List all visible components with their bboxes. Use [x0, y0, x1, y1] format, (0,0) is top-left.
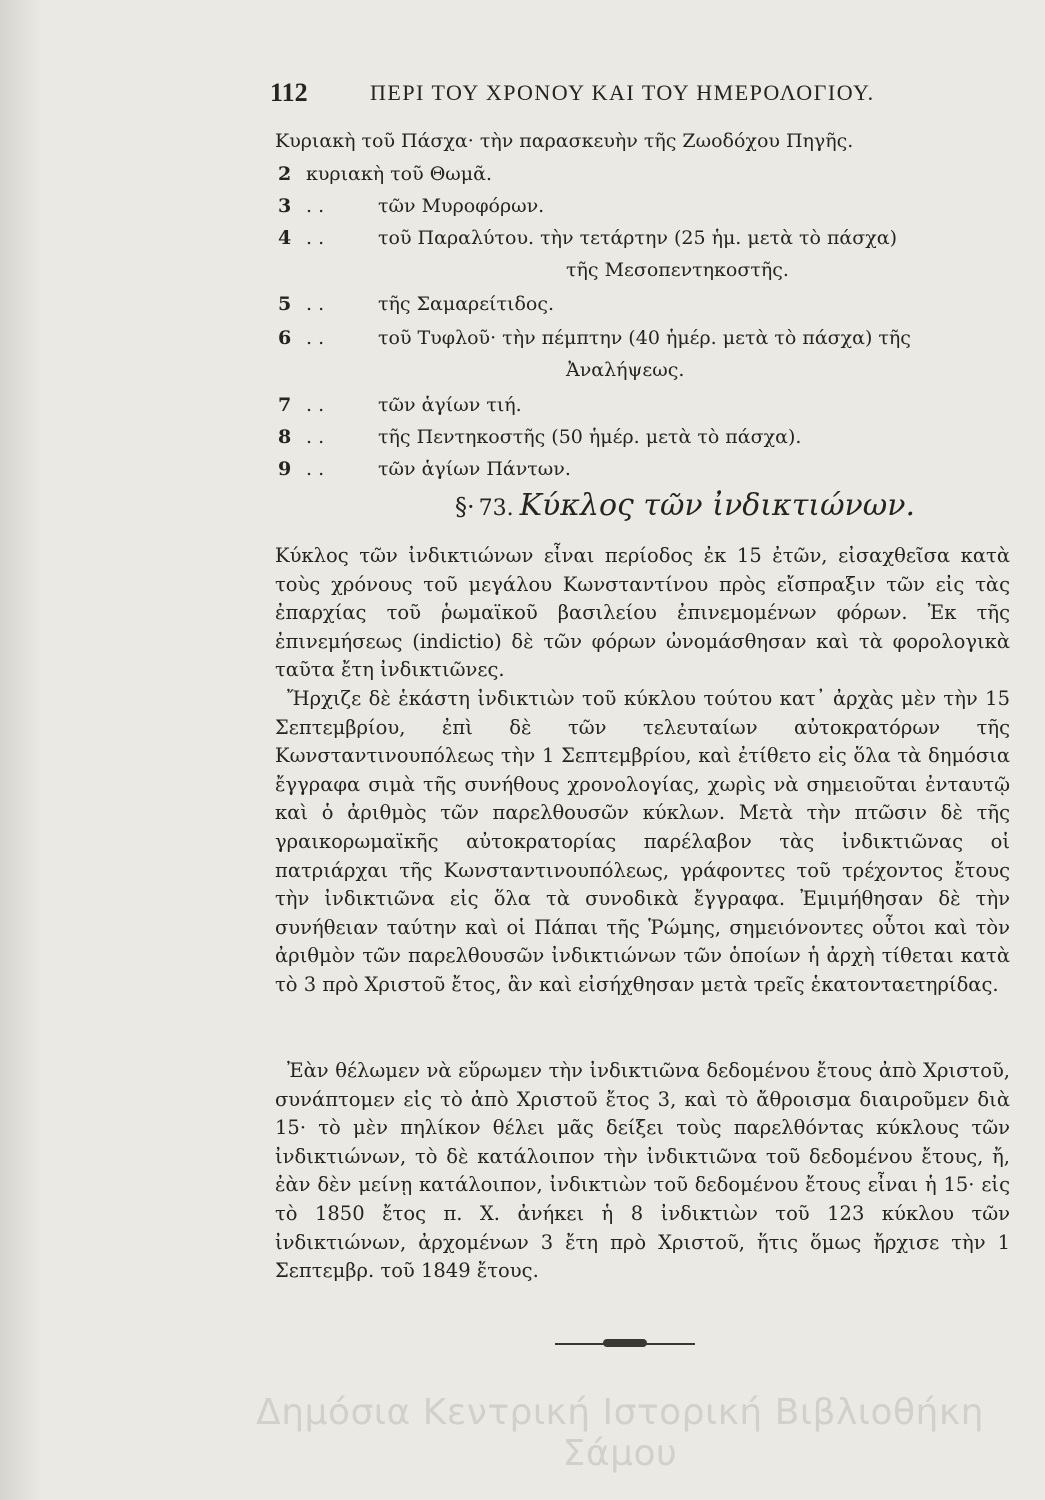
list-intro: Κυριακὴ τοῦ Πάσχα· τὴν παρασκευὴν τῆς Ζωοδόχου Πηγῆς.: [275, 130, 854, 152]
paragraph-1: Κύκλος τῶν ἰνδικτιώνων εἶναι περίοδος ἐκ 15 ἐτῶν, εἰσαχθεῖσα κατὰ τοὺς χρόνους τοῦ μεγάλου Κωνσταντίνου πρὸς εἴσπραξιν τῶν εἰς τὰς ἐπαρχίας τοῦ ῥωμαϊκοῦ βασιλείου ἐπινεμομένων φόρων. Ἐκ τῆς ἐπινεμήσεως (indictio) δὲ τῶν φόρων ὠνομάσθησαν καὶ τὰ φορολογικὰ ταῦτα ἔτη ἰνδικτιῶνες.: [275, 544, 1010, 682]
item-continuation: τῆς Μεσοπεντηκοστῆς.: [566, 259, 789, 281]
item-text: τῶν ἁγίων τιή.: [378, 394, 522, 416]
section-heading: [455, 487, 915, 528]
item-number: 9: [278, 458, 292, 480]
library-watermark: Δημόσια Κεντρική Ιστορική Βιβλιοθήκη Σάμου: [256, 1392, 984, 1474]
item-number: 5: [278, 293, 292, 315]
item-text: τῶν Μυροφόρων.: [378, 195, 545, 217]
item-dots: . .: [306, 227, 325, 249]
item-text: τοῦ Τυφλοῦ· τὴν πέμπτην (40 ἡμέρ. μετὰ τὸ πάσχα) τῆς: [378, 327, 911, 349]
item-dots: . .: [306, 426, 325, 448]
item-dots: . .: [306, 327, 325, 349]
item-text: τῶν ἁγίων Πάντων.: [378, 458, 571, 480]
item-number: 2: [278, 163, 292, 185]
item-text: τῆς Πεντηκοστῆς (50 ἡμέρ. μετὰ τὸ πάσχα).: [378, 426, 802, 448]
paragraph-3: Ἐὰν θέλωμεν νὰ εὕρωμεν τὴν ἰνδικτιῶνα δεδομένου ἔτους ἀπὸ Χριστοῦ, συνάπτομεν εἰς τὸ ἀπὸ Χριστοῦ ἔτος 3, καὶ τὸ ἄθροισμα διαιροῦμεν διὰ 15· τὸ μὲν πηλίκον θέλει μᾶς δείξει τοὺς παρελθόντας κύκλους τῶν ἰνδικτιώνων, τὸ δὲ κατάλοιπον τὴν ἰνδικτιῶνα τοῦ δεδομένου ἔτους, ἤ, ἐὰν δὲν μείνῃ κατάλοιπον, ἰνδικτιὼν τοῦ δεδομένου ἔτους εἶναι ἡ 15· εἰς τὸ 1850 ἔτος π. Χ. ἀνήκει ἡ 8 ἰνδικτιὼν τοῦ 123 κύκλου τῶν ἰνδικτιώνων, ἀρχομένων 3 ἔτη πρὸ Χριστοῦ, ἥτις ὅμως ἤρχισε τὴν 1 Σεπτεμβρ. τοῦ 1849 ἔτους.: [275, 1059, 1010, 1283]
section-symbol: §·: [455, 493, 475, 521]
item-dots: . .: [306, 293, 325, 315]
item-continuation: Ἀναλήψεως.: [566, 359, 685, 381]
item-number: 8: [278, 426, 292, 448]
section-number: 73.: [478, 496, 514, 521]
item-number: 7: [278, 394, 292, 416]
item-dots: . .: [306, 195, 325, 217]
item-dots: . .: [306, 394, 325, 416]
binding-gutter: [0, 0, 42, 1500]
item-text: κυριακὴ τοῦ Θωμᾶ.: [306, 163, 493, 185]
running-title: ΠΕΡΙ ΤΟΥ ΧΡΟΝΟΥ ΚΑΙ ΤΟΥ ΗΜΕΡΟΛΟΓΙΟΥ.: [370, 80, 875, 105]
end-rule-ornament: [603, 1339, 647, 1347]
page-header: [270, 78, 990, 108]
item-dots: . .: [306, 458, 325, 480]
paragraph-2: Ἤρχιζε δὲ ἑκάστη ἰνδικτιὼν τοῦ κύκλου τούτου κατ᾽ ἀρχὰς μὲν τὴν 15 Σεπτεμβρίου, ἐπὶ δὲ τῶν τελευταίων αὐτοκρατόρων τῆς Κωνσταντινουπόλεως τὴν 1 Σεπτεμβρίου, καὶ ἐτίθετο εἰς ὅλα τὰ δημόσια ἔγγραφα σιμὰ τῆς συνήθους χρονολογίας, χωρὶς νὰ σημειοῦται ἐνταυτῷ καὶ ὁ ἀριθμὸς τῶν παρελθουσῶν κύκλων. Μετὰ τὴν πτῶσιν δὲ τῆς γραικορωμαϊκῆς αὐτοκρατορίας παρέλαβον τὰς ἰνδικτιῶνας οἱ πατριάρχαι τῆς Κωνσταντινουπόλεως, γράφοντες τοῦ τρέχοντος ἔτους τὴν ἰνδικτιῶνα εἰς ὅλα τὰ συνοδικὰ ἔγγραφα. Ἐμιμήθησαν δὲ τὴν συνήθειαν ταύτην καὶ οἱ Πάπαι τῆς Ῥώμης, σημειόνοντες οὗτοι καὶ τὸν ἀριθμὸν τῶν παρελθουσῶν ἰνδικτιώνων τῶν ὁποίων ἡ ἀρχὴ τίθεται κατὰ τὸ 3 πρὸ Χριστοῦ ἔτος, ἂν καὶ εἰσήχθησαν μετὰ τρεῖς ἑκατονταετηρίδας.: [275, 687, 1010, 996]
item-text: τοῦ Παραλύτου. τὴν τετάρτην (25 ἡμ. μετὰ τὸ πάσχα): [378, 227, 897, 249]
item-text: τῆς Σαμαρείτιδος.: [378, 293, 555, 315]
item-number: 4: [278, 227, 292, 249]
item-number: 6: [278, 327, 292, 349]
section-title: Κύκλος τῶν ἰνδικτιώνων.: [519, 488, 916, 523]
item-number: 3: [278, 195, 292, 217]
page-number: 112: [270, 78, 308, 107]
